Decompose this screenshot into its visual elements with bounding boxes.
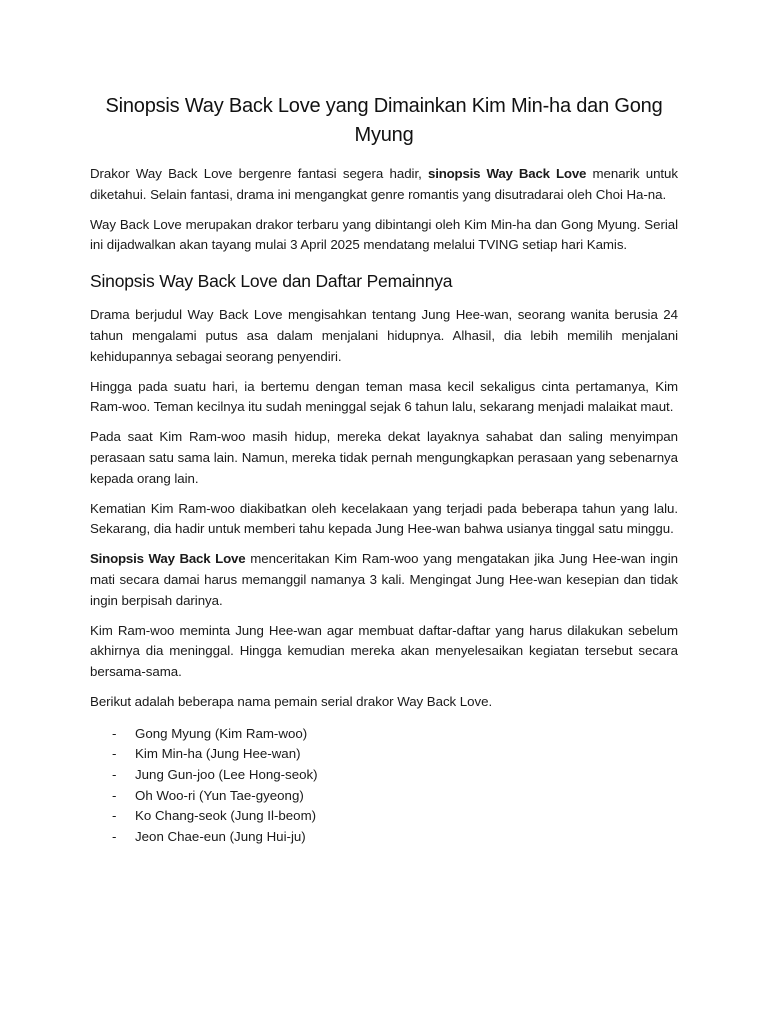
list-dash: - bbox=[112, 828, 117, 844]
cast-name: Kim Min-ha (Jung Hee-wan) bbox=[135, 746, 301, 762]
keyword-sinopsis-2: Sinopsis Way Back Love bbox=[90, 551, 246, 567]
intro-p1-text-before: Drakor Way Back Love bergenre fantasi segera hadir, bbox=[90, 166, 429, 181]
document-page bbox=[90, 92, 678, 847]
list-dash: - bbox=[112, 808, 117, 824]
section-paragraph-3: Pada saat Kim Ram-woo masih hidup, mereka dekat layaknya sahabat dan saling menyimpan perasaan satu sama lain. Namun, mereka tidak pernah mengungkapkan perasaan yang sebenarnya kepada orang lain. bbox=[90, 429, 678, 486]
cast-name: Gong Myung (Kim Ram-woo) bbox=[135, 725, 308, 741]
cast-name: Jeon Chae-eun (Jung Hui-ju) bbox=[135, 828, 306, 844]
list-dash: - bbox=[112, 725, 117, 741]
section-paragraph-6: Kim Ram-woo meminta Jung Hee-wan agar membuat daftar-daftar yang harus dilakukan sebelum akhirnya dia meninggal. Hingga kemudian mereka akan menyelesaikan kegiatan tersebut secara bersama-sama. bbox=[90, 622, 678, 680]
list-item bbox=[90, 806, 678, 827]
section-p5-text-after: menceritakan Kim Ram-woo yang mengatakan jika Jung Hee-wan ingin mati secara damai harus memanggil namanya 3 kali. Mengingat Jung Hee-wan kesepian dan tidak ingin berpisah darinya. bbox=[90, 551, 678, 608]
intro-p1-text-after: menarik untuk diketahui. Selain fantasi, drama ini mengangkat genre romantis yang disutradarai oleh Choi Ha-na. bbox=[90, 166, 678, 202]
intro-paragraph-1 bbox=[90, 164, 678, 206]
cast-name: Jung Gun-joo (Lee Hong-seok) bbox=[135, 766, 318, 782]
cast-list bbox=[90, 724, 678, 848]
list-item bbox=[90, 744, 678, 765]
keyword-sinopsis: sinopsis Way Back Love bbox=[428, 166, 587, 181]
list-item bbox=[90, 827, 678, 848]
list-item bbox=[90, 724, 678, 745]
document-title: Sinopsis Way Back Love yang Dimainkan Kim Min-ha dan Gong Myung bbox=[105, 95, 663, 146]
section-heading: Sinopsis Way Back Love dan Daftar Pemainnya bbox=[90, 271, 453, 292]
list-item bbox=[90, 786, 678, 807]
cast-name: Oh Woo-ri (Yun Tae-gyeong) bbox=[135, 787, 304, 803]
list-dash: - bbox=[112, 746, 117, 762]
list-dash: - bbox=[112, 787, 117, 803]
section-paragraph-7: Berikut adalah beberapa nama pemain serial drakor Way Back Love. bbox=[90, 693, 493, 709]
section-paragraph-1: Drama berjudul Way Back Love mengisahkan tentang Jung Hee-wan, seorang wanita berusia 24 tahun mengalami putus asa dalam menjalani hidupnya. Alhasil, dia lebih memilih menjalani kehidupannya sebagai seorang penyendiri. bbox=[90, 307, 678, 364]
section-paragraph-2: Hingga pada suatu hari, ia bertemu dengan teman masa kecil sekaligus cinta pertamanya, Kim Ram-woo. Teman kecilnya itu sudah meninggal sejak 6 tahun lalu, sekarang menjadi malaikat maut. bbox=[90, 378, 678, 415]
list-item bbox=[90, 765, 678, 786]
section-paragraph-5 bbox=[90, 549, 678, 611]
list-dash: - bbox=[112, 766, 117, 782]
intro-paragraph-2: Way Back Love merupakan drakor terbaru yang dibintangi oleh Kim Min-ha dan Gong Myung. Serial ini dijadwalkan akan tayang mulai 3 April 2025 mendatang melalui TVING setiap hari Kamis. bbox=[90, 216, 678, 253]
cast-name: Ko Chang-seok (Jung Il-beom) bbox=[135, 808, 317, 824]
section-paragraph-4: Kematian Kim Ram-woo diakibatkan oleh kecelakaan yang terjadi pada beberapa tahun yang lalu. Sekarang, dia hadir untuk memberi tahu kepada Jung Hee-wan bahwa usianya tinggal satu minggu. bbox=[90, 500, 678, 537]
